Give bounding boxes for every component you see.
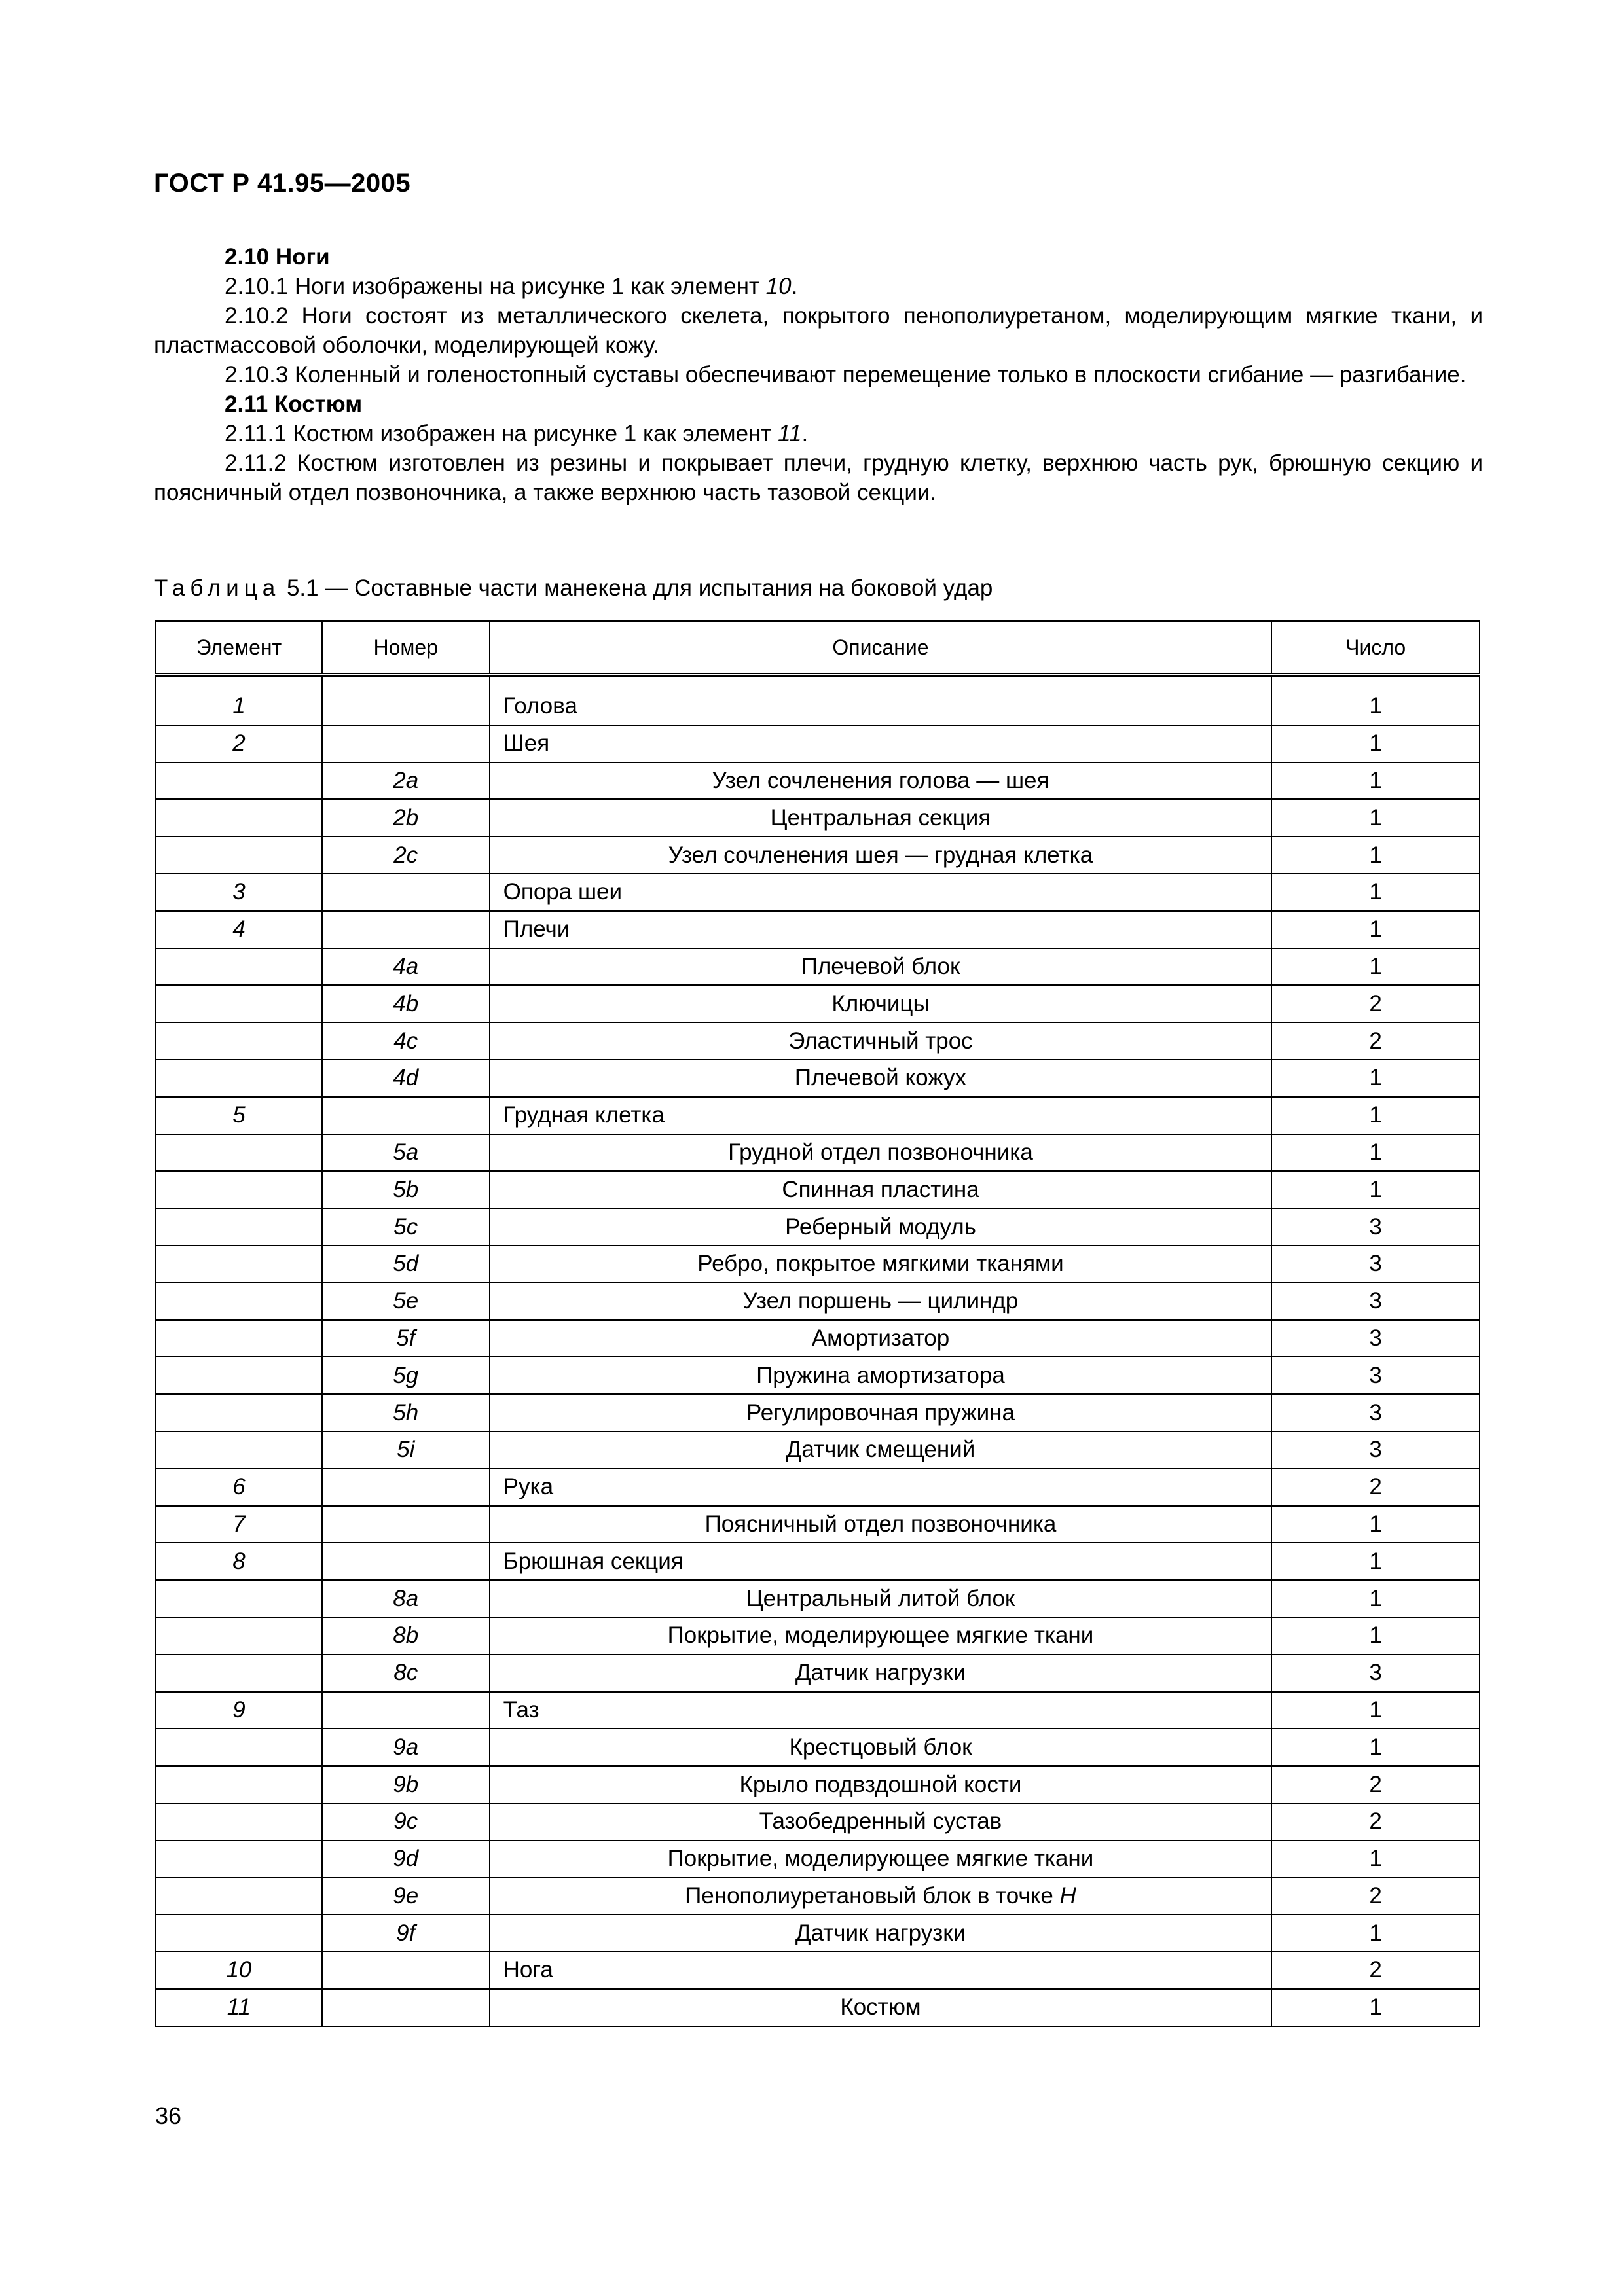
cell-element: 3 (156, 874, 322, 911)
table-row (156, 985, 1480, 1022)
cell-element (156, 762, 322, 800)
table-row (156, 911, 1480, 948)
cell-description (490, 675, 1272, 725)
description-text: Регулировочная пружина (746, 1399, 1015, 1426)
cell-description (490, 1208, 1272, 1246)
table-row (156, 1803, 1480, 1840)
cell-count: 1 (1271, 1097, 1480, 1134)
cell-element: 10 (156, 1952, 322, 1989)
cell-count: 3 (1271, 1431, 1480, 1469)
description-text: Тазобедренный сустав (759, 1808, 1002, 1835)
cell-number: 9b (322, 1766, 490, 1803)
cell-number: 9c (322, 1803, 490, 1840)
cell-element (156, 1803, 322, 1840)
cell-description (490, 1171, 1272, 1208)
paragraph (154, 272, 1483, 301)
cell-number (322, 874, 490, 911)
description-text: Узел сочленения шея — грудная клетка (668, 842, 1093, 868)
table-caption (154, 573, 1483, 603)
cell-count: 1 (1271, 1506, 1480, 1543)
table-row (156, 1543, 1480, 1580)
cell-number (322, 725, 490, 762)
paragraph-text: 2.10 Ноги (225, 244, 330, 270)
cell-element (156, 1283, 322, 1320)
cell-count: 2 (1271, 1766, 1480, 1803)
cell-number: 8a (322, 1580, 490, 1617)
element-reference: 11 (778, 421, 802, 446)
cell-number (322, 1097, 490, 1134)
cell-description (490, 1989, 1272, 2026)
cell-description (490, 1246, 1272, 1283)
table-row (156, 762, 1480, 800)
description-text: Покрытие, моделирующее мягкие ткани (667, 1623, 1094, 1649)
cell-element (156, 1729, 322, 1766)
cell-number: 8c (322, 1655, 490, 1692)
cell-count: 2 (1271, 985, 1480, 1022)
table-row (156, 1580, 1480, 1617)
description-text: Центральный литой блок (746, 1585, 1015, 1611)
cell-description (490, 762, 1272, 800)
cell-number: 9d (322, 1840, 490, 1878)
description-text: Таз (503, 1696, 539, 1723)
table-row (156, 1097, 1480, 1134)
description-text: Реберный модуль (785, 1213, 976, 1240)
table-row (156, 1914, 1480, 1952)
cell-element (156, 1208, 322, 1246)
table-row (156, 1134, 1480, 1172)
description-text: Ключицы (831, 990, 930, 1016)
cell-number (322, 1469, 490, 1506)
cell-number (322, 1692, 490, 1729)
cell-element: 1 (156, 675, 322, 725)
cell-element: 4 (156, 911, 322, 948)
cell-count: 1 (1271, 1692, 1480, 1729)
cell-number (322, 911, 490, 948)
description-text: Голова (503, 693, 577, 719)
cell-number: 5e (322, 1283, 490, 1320)
description-text: Пенополиуретановый блок в точке (685, 1882, 1060, 1909)
cell-count: 1 (1271, 836, 1480, 874)
cell-number: 4c (322, 1022, 490, 1060)
description-text: Плечевой кожух (794, 1065, 967, 1091)
description-text: Поясничный отдел позвоночника (704, 1511, 1057, 1537)
paragraph-text: 2.10.1 Ноги изображены на рисунке 1 как элемент (225, 274, 766, 299)
description-text: Центральная секция (770, 804, 991, 831)
paragraph (154, 448, 1483, 507)
components-table (155, 620, 1480, 2027)
cell-count: 1 (1271, 1617, 1480, 1655)
table-row (156, 1171, 1480, 1208)
cell-description (490, 799, 1272, 836)
cell-description (490, 725, 1272, 762)
cell-element (156, 1914, 322, 1952)
cell-element (156, 1431, 322, 1469)
paragraph-text: 2.11.2 Костюм изготовлен из резины и покрывает плечи, грудную клетку, верхнюю часть рук, брюшную секцию и поясничный отдел позвоночника, а также верхнюю часть тазовой секции. (154, 450, 1483, 505)
description-text: Рука (503, 1474, 554, 1500)
cell-description (490, 1692, 1272, 1729)
description-text: Датчик смещений (786, 1437, 976, 1463)
table-row (156, 1208, 1480, 1246)
cell-description (490, 1543, 1272, 1580)
description-text: Узел поршень — цилиндр (742, 1288, 1019, 1314)
paragraph (154, 301, 1483, 360)
table-row (156, 1469, 1480, 1506)
cell-description (490, 1729, 1272, 1766)
cell-element (156, 1320, 322, 1357)
cell-description (490, 1840, 1272, 1878)
paragraph-tail: . (791, 274, 798, 299)
description-text: Датчик нагрузки (795, 1920, 966, 1946)
cell-number: 9a (322, 1729, 490, 1766)
cell-element: 7 (156, 1506, 322, 1543)
cell-description (490, 1060, 1272, 1097)
cell-description (490, 1803, 1272, 1840)
description-text: Плечевой блок (801, 953, 960, 979)
cell-element: 5 (156, 1097, 322, 1134)
cell-number: 9f (322, 1914, 490, 1952)
table-row (156, 1283, 1480, 1320)
cell-description (490, 1357, 1272, 1394)
section-heading (154, 389, 1483, 419)
table-row (156, 1766, 1480, 1803)
cell-number: 2a (322, 762, 490, 800)
table-row (156, 725, 1480, 762)
cell-description (490, 1914, 1272, 1952)
cell-description (490, 1878, 1272, 1915)
paragraph (154, 419, 1483, 448)
cell-description (490, 1617, 1272, 1655)
cell-count: 1 (1271, 1543, 1480, 1580)
table-row (156, 1506, 1480, 1543)
cell-description (490, 1655, 1272, 1692)
cell-count: 3 (1271, 1283, 1480, 1320)
cell-count: 3 (1271, 1357, 1480, 1394)
paragraph-text: 2.10.2 Ноги состоят из металлического скелета, покрытого пенополиуретаном, моделирующим мягкие ткани, и пластмассовой оболочки, моделирующей кожу. (154, 303, 1483, 358)
cell-element (156, 799, 322, 836)
cell-description (490, 911, 1272, 948)
section-heading (154, 242, 1483, 272)
paragraph-text: 2.11 Костюм (225, 391, 363, 417)
cell-element: 8 (156, 1543, 322, 1580)
column-header-count: Число (1271, 621, 1480, 675)
table-row (156, 1431, 1480, 1469)
cell-count: 1 (1271, 948, 1480, 986)
cell-count: 1 (1271, 1729, 1480, 1766)
table-row (156, 799, 1480, 836)
paragraph-text: 2.10.3 Коленный и голеностопный суставы обеспечивают перемещение только в плоскости сгибание — разгибание. (225, 362, 1467, 387)
cell-number: 5g (322, 1357, 490, 1394)
description-text: Крыло подвздошной кости (739, 1771, 1022, 1797)
paragraph-tail: . (801, 421, 809, 446)
cell-count: 1 (1271, 1989, 1480, 2026)
cell-element (156, 1617, 322, 1655)
description-text: Грудной отдел позвоночника (728, 1139, 1033, 1165)
cell-description (490, 1506, 1272, 1543)
cell-description (490, 1431, 1272, 1469)
cell-count: 1 (1271, 1840, 1480, 1878)
table-row (156, 1060, 1480, 1097)
description-text: Нога (503, 1957, 553, 1983)
cell-number: 5b (322, 1171, 490, 1208)
table-row (156, 836, 1480, 874)
description-italic: H (1059, 1882, 1076, 1909)
description-text: Ребро, покрытое мягкими тканями (697, 1251, 1064, 1277)
cell-number: 5d (322, 1246, 490, 1283)
cell-number: 4b (322, 985, 490, 1022)
description-text: Брюшная секция (503, 1548, 684, 1574)
table-row (156, 1989, 1480, 2026)
table-row (156, 1617, 1480, 1655)
table-row (156, 1655, 1480, 1692)
table-row (156, 1022, 1480, 1060)
cell-count: 3 (1271, 1320, 1480, 1357)
cell-number (322, 1506, 490, 1543)
cell-element (156, 1060, 322, 1097)
cell-description (490, 948, 1272, 986)
cell-number (322, 1952, 490, 1989)
cell-element (156, 1246, 322, 1283)
description-text: Грудная клетка (503, 1102, 665, 1128)
description-text: Спинная пластина (782, 1176, 979, 1202)
cell-count: 3 (1271, 1394, 1480, 1431)
table-caption-label: Таблица (154, 575, 281, 601)
cell-description (490, 1283, 1272, 1320)
description-text: Датчик нагрузки (795, 1660, 966, 1686)
document-header: ГОСТ Р 41.95—2005 (154, 169, 411, 198)
column-header-element: Элемент (156, 621, 322, 675)
cell-description (490, 1580, 1272, 1617)
cell-count: 3 (1271, 1246, 1480, 1283)
element-reference: 10 (765, 274, 792, 299)
cell-description (490, 1022, 1272, 1060)
table-row (156, 1952, 1480, 1989)
cell-element: 6 (156, 1469, 322, 1506)
cell-element: 9 (156, 1692, 322, 1729)
cell-description (490, 1766, 1272, 1803)
description-text: Пружина амортизатора (756, 1362, 1005, 1388)
cell-element (156, 1655, 322, 1692)
cell-count: 1 (1271, 1060, 1480, 1097)
table-row (156, 874, 1480, 911)
cell-number (322, 1989, 490, 2026)
table-header-row (156, 621, 1480, 675)
cell-description (490, 1097, 1272, 1134)
cell-element (156, 1766, 322, 1803)
cell-number (322, 1543, 490, 1580)
cell-description (490, 1320, 1272, 1357)
cell-number: 2c (322, 836, 490, 874)
cell-number: 4d (322, 1060, 490, 1097)
description-text: Амортизатор (811, 1325, 950, 1351)
paragraph-text: 2.11.1 Костюм изображен на рисунке 1 как элемент (225, 421, 778, 446)
body-text (154, 242, 1483, 507)
table-row (156, 1729, 1480, 1766)
cell-count: 2 (1271, 1022, 1480, 1060)
cell-count: 1 (1271, 799, 1480, 836)
description-text: Опора шеи (503, 879, 623, 905)
cell-count: 1 (1271, 725, 1480, 762)
cell-element (156, 1357, 322, 1394)
cell-number (322, 675, 490, 725)
table-row (156, 1394, 1480, 1431)
cell-count: 1 (1271, 1580, 1480, 1617)
table-caption-text: 5.1 — Составные части манекена для испытания на боковой удар (286, 575, 993, 601)
paragraph (154, 360, 1483, 389)
table-row (156, 1840, 1480, 1878)
cell-number: 8b (322, 1617, 490, 1655)
cell-number: 5i (322, 1431, 490, 1469)
description-text: Крестцовый блок (789, 1734, 972, 1760)
cell-element: 11 (156, 1989, 322, 2026)
cell-description (490, 836, 1272, 874)
cell-element (156, 1394, 322, 1431)
table-row (156, 1692, 1480, 1729)
table-row (156, 1246, 1480, 1283)
cell-description (490, 874, 1272, 911)
cell-count: 1 (1271, 675, 1480, 725)
cell-count: 2 (1271, 1878, 1480, 1915)
cell-description (490, 1952, 1272, 1989)
description-text: Эластичный трос (788, 1028, 973, 1054)
cell-element (156, 1022, 322, 1060)
cell-number: 4a (322, 948, 490, 986)
description-text: Покрытие, моделирующее мягкие ткани (667, 1846, 1094, 1872)
cell-number: 5h (322, 1394, 490, 1431)
cell-element (156, 1134, 322, 1172)
cell-count: 1 (1271, 1134, 1480, 1172)
cell-number: 2b (322, 799, 490, 836)
description-text: Костюм (840, 1994, 921, 2020)
cell-description (490, 1394, 1272, 1431)
cell-number: 9e (322, 1878, 490, 1915)
table-row (156, 948, 1480, 986)
cell-element (156, 836, 322, 874)
cell-description (490, 1469, 1272, 1506)
cell-count: 1 (1271, 1171, 1480, 1208)
cell-description (490, 1134, 1272, 1172)
cell-number: 5a (322, 1134, 490, 1172)
cell-element (156, 985, 322, 1022)
cell-count: 2 (1271, 1952, 1480, 1989)
cell-description (490, 985, 1272, 1022)
description-text: Шея (503, 730, 550, 757)
cell-element: 2 (156, 725, 322, 762)
cell-count: 1 (1271, 1914, 1480, 1952)
table-row (156, 675, 1480, 725)
table-body (156, 675, 1480, 2026)
cell-element (156, 948, 322, 986)
cell-count: 1 (1271, 874, 1480, 911)
table-row (156, 1320, 1480, 1357)
cell-number: 5f (322, 1320, 490, 1357)
cell-element (156, 1878, 322, 1915)
column-header-description: Описание (490, 621, 1272, 675)
table-row (156, 1878, 1480, 1915)
cell-count: 3 (1271, 1655, 1480, 1692)
cell-count: 2 (1271, 1803, 1480, 1840)
cell-number: 5c (322, 1208, 490, 1246)
description-text: Узел сочленения голова — шея (712, 767, 1049, 793)
cell-count: 1 (1271, 762, 1480, 800)
cell-count: 2 (1271, 1469, 1480, 1506)
description-text: Плечи (503, 916, 570, 942)
cell-element (156, 1840, 322, 1878)
page-number: 36 (155, 2102, 182, 2129)
cell-element (156, 1580, 322, 1617)
cell-element (156, 1171, 322, 1208)
cell-count: 3 (1271, 1208, 1480, 1246)
cell-count: 1 (1271, 911, 1480, 948)
column-header-number: Номер (322, 621, 490, 675)
table-row (156, 1357, 1480, 1394)
